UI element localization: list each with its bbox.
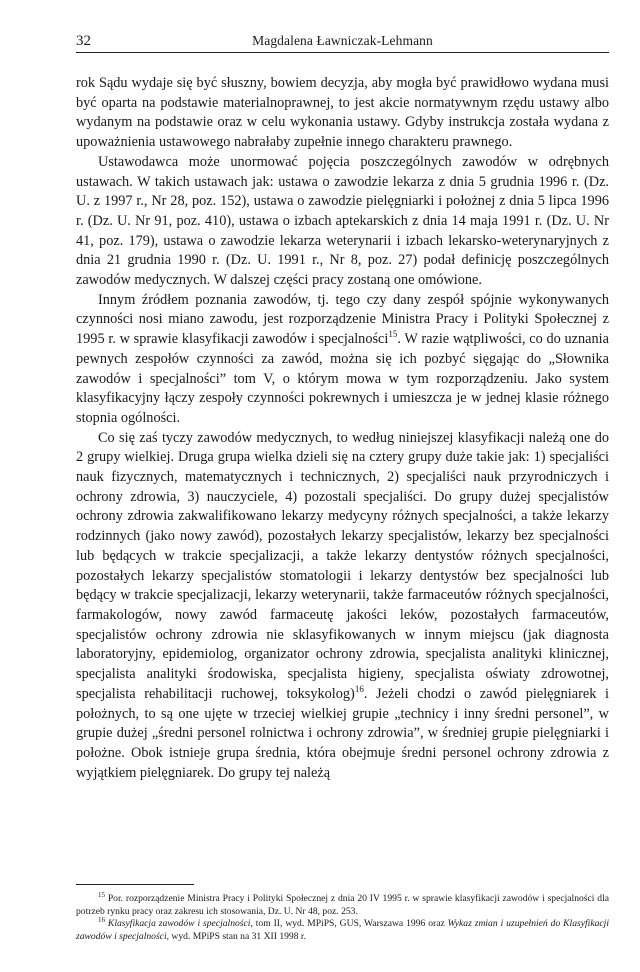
body-text [76, 74, 609, 783]
footnote-16 [76, 918, 609, 943]
footnote-15-mark: 15 [98, 890, 105, 899]
paragraph-3-text-b: . W razie wątpliwości, co do uznania pewnych zespołów czynności za zawód, można się ich pozbyć sięgając do „Słownika zawodów i specjalności” tom V, o którym mowa w tym rozporządzeniu. Jako system klasyfikacyjny łączy zespoły czynności pokrewnych i umieszcza je w jednej klasie różnego stopnia ogólności. [76, 331, 609, 426]
running-head [76, 30, 609, 52]
footnote-16-mid: , tom II, wyd. MPiPS, GUS, Warszawa 1996 oraz [250, 918, 448, 930]
footnote-rule [76, 884, 194, 885]
footnote-16-mark: 16 [98, 916, 105, 924]
paragraph-2: Ustawodawca może unormować pojęcia poszczególnych zawodów w odrębnych ustawach. W takich ustawach jak: ustawa o zawodzie lekarza z dnia 5 grudnia 1996 r. (Dz. U. z 1997 r., Nr 28, poz. 152), ustawa o zawodzie pielęgniarki i położnej z dnia 5 lipca 1996 r. (Dz. U. Nr 91, poz. 410), ustawa o izbach aptekarskich z dnia 14 maja 1991 r. (Dz. U. Nr 41, poz. 179), ustawa o zawodzie lekarza weterynarii i izbach lekarsko-weterynaryjnych z dnia 21 grudnia 1990 r. (Dz. U. 1991 r., Nr 8, poz. 27) podał definicję poszczególnych zawodów medycznych. W dalszej części pracy zostaną one omówione. [76, 153, 609, 289]
paragraph-3-text-a: Innym źródłem poznania zawodów, tj. tego czy dany zespół spójnie wykonywanych czynności nosi miano zawodu, jest rozporządzenie Ministra Pracy i Polityki Społecznej z 1995 r. w sprawie klasyfikacji zawodów i specjalności [76, 291, 609, 348]
footnote-15 [76, 890, 609, 918]
paragraph-1: rok Sądu wydaje się być słuszny, bowiem decyzja, aby mogła być prawidłowo wydana musi być oparta na podstawie materialnoprawnej, to jest akcie normatywnym rzędu ustawy albo wydanym na podstawie oraz w celu wykonania ustawy. Gdyby instrukcja została wydana z upoważnienia ustawowego nabrałaby zupełnie innego charakteru prawnego. [76, 75, 609, 151]
running-title: Magdalena Ławniczak-Lehmann [252, 33, 433, 48]
paragraph-3 [76, 291, 609, 429]
footnotes [76, 884, 609, 943]
page-number: 32 [76, 33, 91, 49]
footnote-ref-15[interactable]: 15 [388, 329, 398, 340]
footnote-15-text: Por. rozporządzenie Ministra Pracy i Polityki Społecznej z dnia 20 IV 1995 r. w sprawie klasyfikacji zawodów i specjalności dla potrzeb rynku pracy oraz zakresu ich stosowania, Dz. U. Nr 48, poz. 253. [76, 893, 609, 917]
footnote-16-end: , wyd. MPiPS stan na 31 XII 1998 r. [166, 930, 306, 942]
book-page [76, 30, 609, 783]
header-rule [76, 52, 609, 53]
footnote-16-title-2: Wykaz zmian i uzupełnień do Klasyfikacji zawodów i specjalności [76, 918, 609, 942]
paragraph-4 [76, 429, 609, 784]
paragraph-4-text-a: Co się zaś tyczy zawodów medycznych, to według niniejszej klasyfikacji należą one do 2 grupy wielkiej. Druga grupa wielka dzieli się na cztery grupy duże takie jak: 1) specjaliści nauk fizycznych, matematycznych i technicznych, 2) specjaliści nauk przyrodniczych i ochrony zdrowia, 3) nauczyciele, 4) pozostali specjaliści. Do grupy dużej specjalistów ochrony zdrowia zakwalifikowano lekarzy medycyny różnych specjalności, a także lekarzy rodzinnych (jako nowy zawód), pozostałych lekarzy specjalistów, lekarzy bez specjalności lub będących w trakcie specjalizacji, a także lekarzy dentystów różnych specjalności, pozostałych lekarzy specjalistów stomatologii i lekarzy dentystów bez specjalności lub będący w trakcie specjalizacji, lekarzy weterynarii, także farmaceutów różnych specjalności, farmakologów, nowy zawód farmaceutę jakości leków, pozostałych farmaceutów, specjalistów ochrony zdrowia nie sklasyfikowanych w innym miejscu (jak diagnosta laboratoryjny, epidemiolog, organizator ochrony zdrowia, specjalista analityki klinicznej, specjalista analityki środowiska, specjalista higieny, specjalista oświaty zdrowotnej, specjalista rehabilitacji ruchowej, toksykolog) [76, 429, 609, 702]
paragraph-4-text-b: . Jeżeli chodzi o zawód pielęgniarek i położnych, to są one ujęte w trzeciej wielkiej grupie „technicy i inny średni personel”, w grupie dużej „średni personel rolnictwa i ochrony zdrowia”, w średniej grupie pielęgniarki i położne. Obok istnieje grupa średnia, która obejmuje średni personel ochrony zdrowia z wyjątkiem pielęgniarek. Do grupy tej należą [76, 685, 609, 781]
footnote-16-title: Klasyfikacja zawodów i specjalności [107, 918, 251, 930]
footnote-ref-16[interactable]: 16 [354, 684, 364, 695]
